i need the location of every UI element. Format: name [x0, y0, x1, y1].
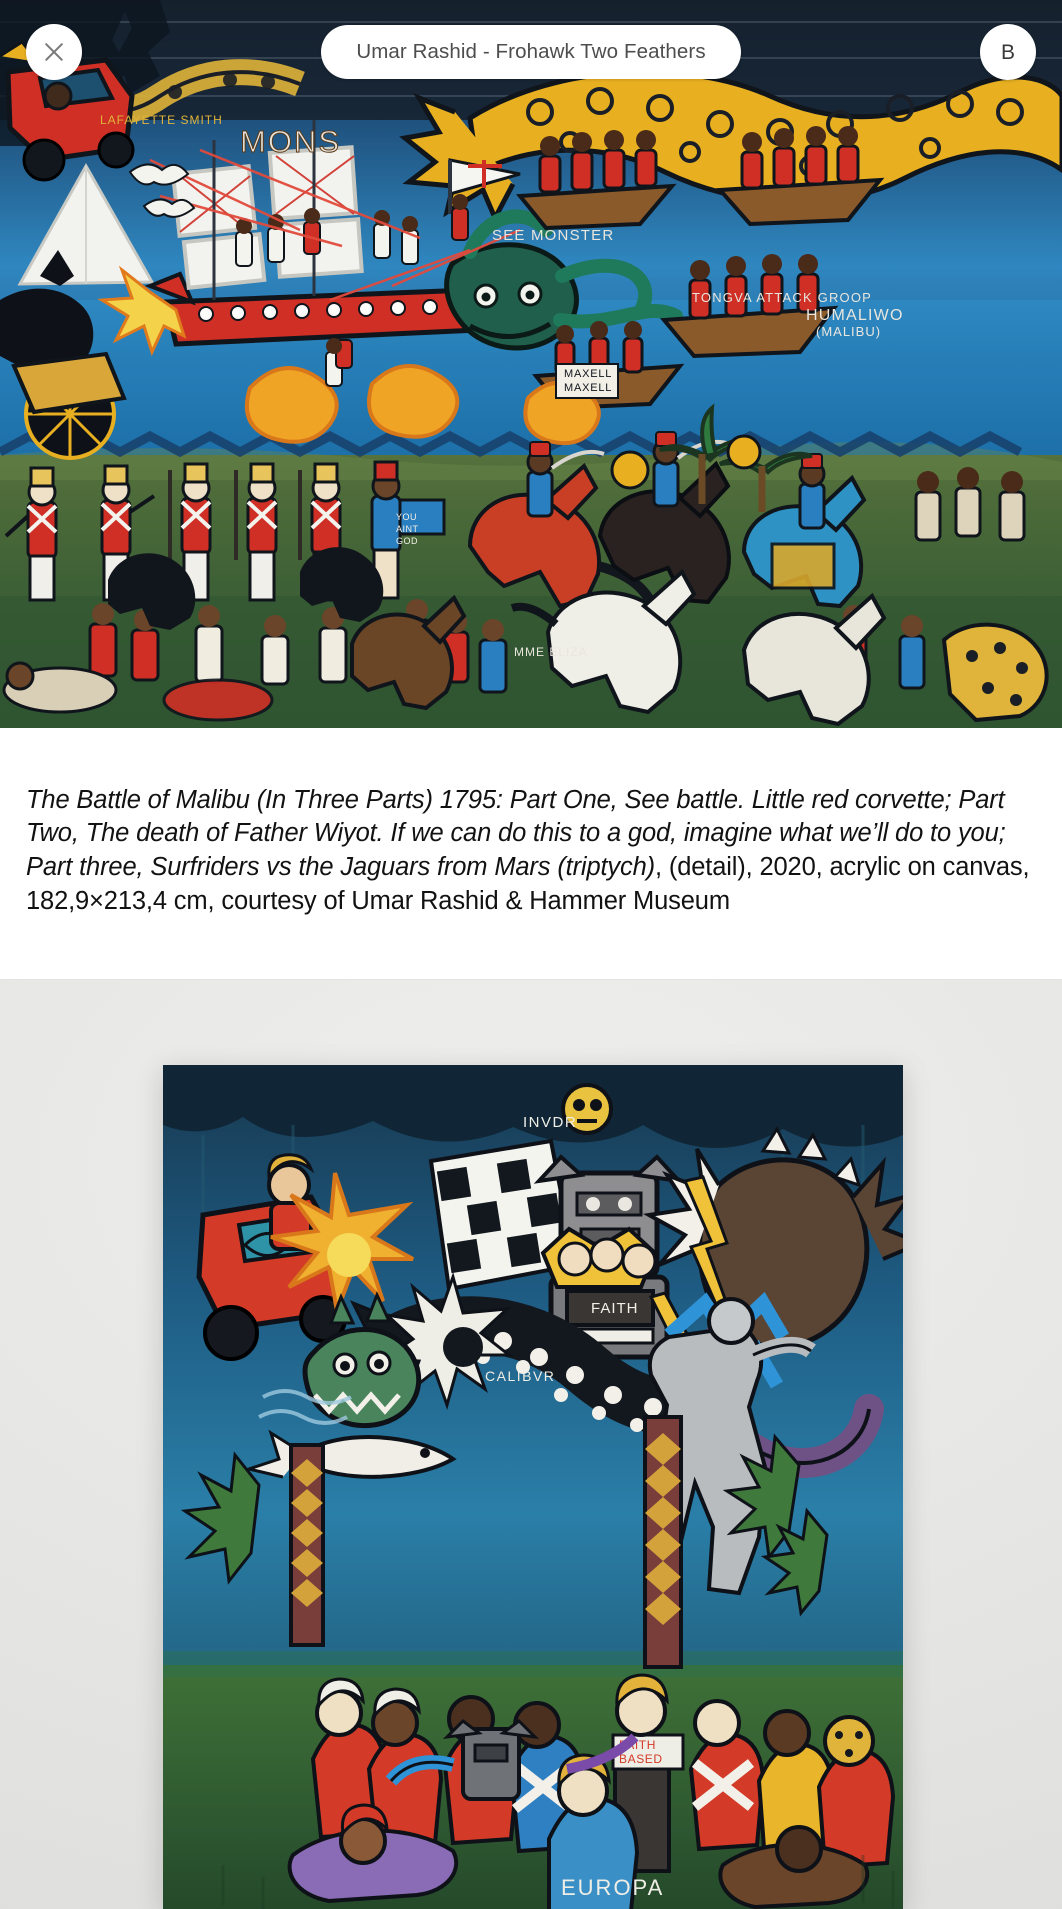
caption-details: , (detail), 2020, acrylic on canvas, 182,9×213,4 cm, courtesy of Umar Rashid & Hammer Museum — [26, 853, 1030, 916]
painting-panel — [163, 1065, 903, 1909]
caption-title-italic: The Battle of Malibu (In Three Parts) 1795: Part One, See battle. Little red corvette; Part Two, The death of Father Wiyot. If we can do this to a god, imagine what we’ll do to you; Part three, Surfriders vs the Jaguars from Mars (triptych) — [26, 785, 1006, 882]
inscription-maxell-1: MAXELL — [564, 368, 613, 380]
inscription-see-monster: SEE MONSTER — [492, 227, 615, 244]
inscription-mme-eliza: MME ELIZA — [514, 645, 588, 659]
close-button[interactable] — [26, 24, 82, 80]
inscription-malibu: (MALIBU) — [816, 324, 882, 339]
avatar-letter: B — [1000, 40, 1015, 64]
profile-avatar-button[interactable] — [980, 24, 1036, 80]
inscription-mons: MONS — [240, 124, 341, 159]
inscription-aint: AINT — [396, 524, 419, 534]
artwork-detail-image — [0, 0, 1062, 728]
artwork-installation-illustration — [163, 1065, 903, 1909]
artist-title-label: Umar Rashid - Frohawk Two Feathers — [356, 40, 706, 63]
inscription-europa: EUROPA — [561, 1874, 665, 1900]
inscription-god: GOD — [396, 536, 419, 546]
right-edge-soldiers — [916, 488, 1024, 540]
inscription-invdr: INVDR — [523, 1113, 578, 1131]
inscription-you: YOU — [396, 512, 418, 522]
artwork-caption-block — [0, 728, 1062, 979]
maxell-label — [556, 364, 618, 398]
inscription-faith: FAITH — [591, 1299, 639, 1317]
inscription-lafayette-smith: LAFAYETTE SMITH — [100, 113, 223, 127]
artwork-detail-illustration — [0, 0, 1062, 728]
close-icon — [43, 41, 65, 63]
artist-title-pill[interactable] — [321, 25, 741, 79]
inscription-based-word: BASED — [619, 1751, 663, 1766]
inscription-tongva-attack-groop: TONGVA ATTACK GROOP — [692, 290, 873, 305]
artwork-caption — [26, 784, 1036, 920]
inscription-maxell-2: MAXELL — [564, 382, 613, 394]
artwork-installation-image — [0, 979, 1062, 1909]
inscription-calibvr: CALIBVR — [485, 1367, 556, 1384]
inscription-faith-word: FAITH — [619, 1737, 657, 1752]
inscription-humaliwo: HUMALIWO — [806, 307, 904, 324]
